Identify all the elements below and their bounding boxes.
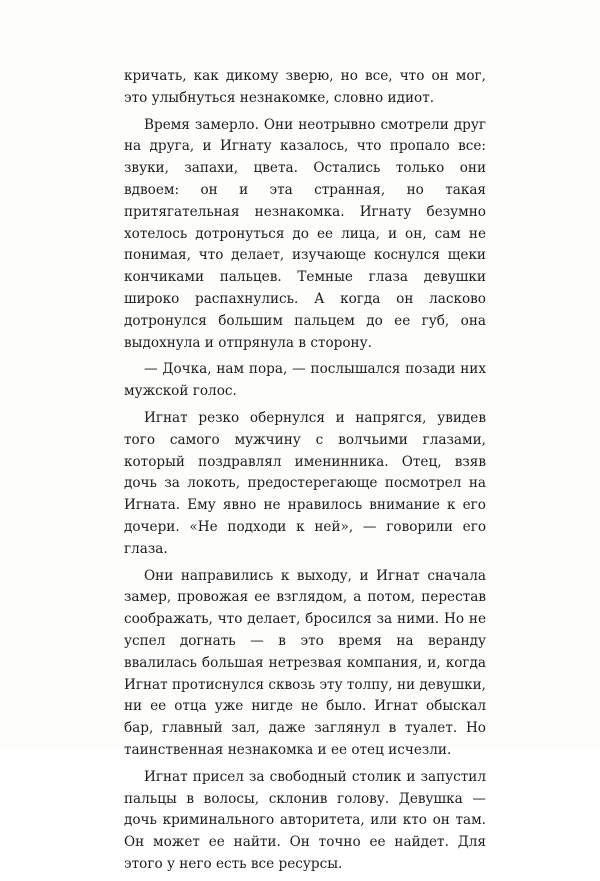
paragraph: Время замерло. Они неотрывно смотрели друг на друга, и Игнату казалось, что пропало все: звуки, запахи, цвета. Остались только они вдвоем: он и эта странная, но такая притягательная незнакомка. Игнату безумно хотелось дотронуться до ее лица, и он, сам не понимая, что делает, изучающе коснулся щеки кончиками пальцев. Темные глаза девушки широко распахнулись. А когда он ласково дотронулся большим пальцем до ее губ, она выдохнула и отпрянула в сторону.: [124, 116, 486, 351]
paragraph: Игнат резко обернулся и напрягся, увидев того самого мужчину с волчьими глазами, который поздравлял именинника. Отец, взяв дочь за локоть, предостерегающе посмотрел на Игната. Ему явно не нравилось внимание к его дочери. «Не подходи к ней», — говорили его глаза.: [124, 409, 486, 557]
paragraph-continued: кричать, как дикому зверю, но все, что он мог, это улыбнуться незнакомке, словно идиот.: [124, 68, 486, 106]
paragraph-dialogue: — Дочка, нам пора, — послышался позади них мужской голос.: [124, 361, 486, 400]
paragraph: Игнат присел за свободный столик и запустил пальцы в волосы, склонив голову. Девушка — дочь криминального авторитета, или кто он там. Он может ее найти. Он точно ее найдет. Для этого у него есть все ресурсы.: [124, 768, 486, 872]
paragraph: Они направились к выходу, и Игнат сначала замер, провожая ее взглядом, а потом, перестав соображать, что делает, бросился за ними. Но не успел догнать — в это время на веранду ввалилась большая нетрезвая компания, и, когда Игнат протиснулся сквозь эту толпу, ни девушки, ни ее отца уже нигде не было. Игнат обыскал бар, главный зал, даже заглянул в туалет. Но таинственная незнакомка и ее отец исчезли.: [124, 567, 486, 758]
page-text: [124, 66, 486, 881]
